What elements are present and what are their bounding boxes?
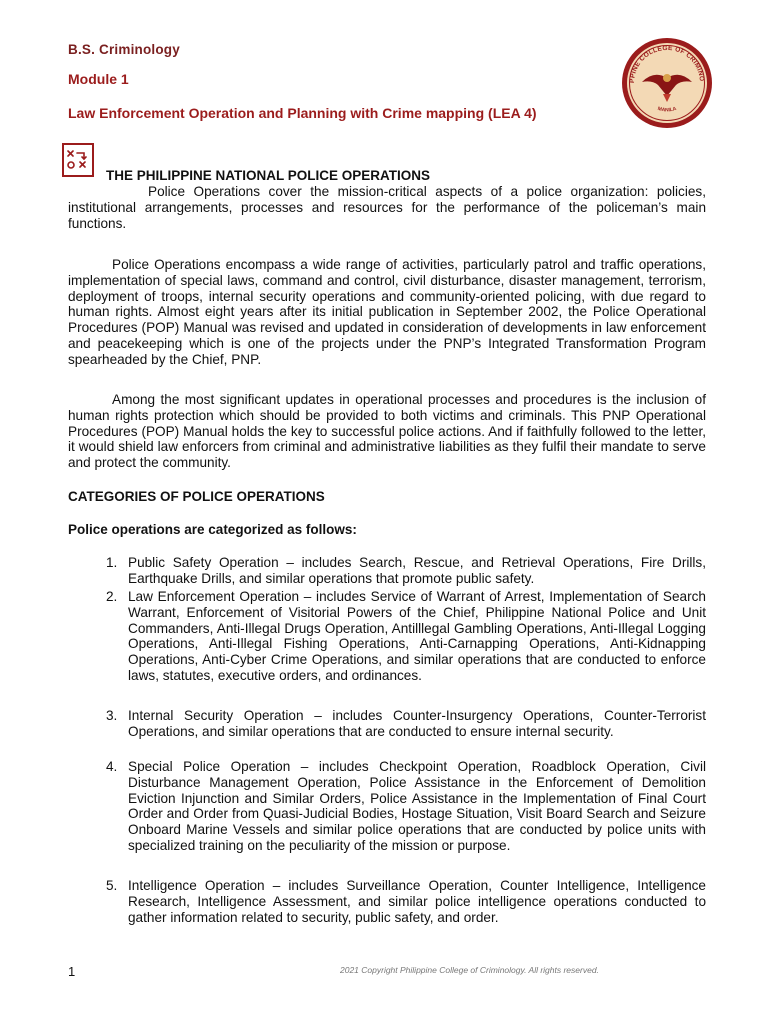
list-item xyxy=(106,878,706,925)
strategy-play-icon xyxy=(62,143,94,177)
list-text: Public Safety Operation – includes Search, Rescue, and Retrieval Operations, Fire Drills, Earthquake Drills, and similar operations that promote public safety. xyxy=(128,555,706,586)
list-text: Law Enforcement Operation – includes Service of Warrant of Arrest, Implementation of Search Warrant, Enforcement of Visitorial Powers of the Chief, Philippine National Police and Unit Commanders, Anti-Illegal Drugs Operation, Antilllegal Gambling Operations, Anti-Illegal Logging Operations, Anti-Illegal Fishing Operations, Anti-Carnapping Operations, Anti-Kidnapping Operations, Anti-Cyber Crime Operations, and similar operations that are conducted to enforce laws, statutes, executive orders, and ordinances. xyxy=(128,589,706,683)
list-number: 2. xyxy=(106,589,118,604)
body-paragraph xyxy=(68,257,706,368)
svg-text:PHILIPPINE COLLEGE OF CRIMINOL: PPINE COLLEGE OF CRIMINO xyxy=(628,44,706,84)
list-item xyxy=(106,555,706,587)
svg-text:MANILA: MANILA xyxy=(656,105,678,114)
list-number: 3. xyxy=(106,708,118,723)
page-number: 1 xyxy=(68,964,76,979)
paragraph-text: Among the most significant updates in operational processes and procedures is the inclusion of human rights protection which should be provided to both victims and criminals. This PNP Operational Procedures (POP) Manual holds the key to successful police actions. And if faithfully followed to the letter, it would shield law enforcers from criminal and administrative liabilities as they fulfil their mandate to serve and protect the community. xyxy=(68,392,706,471)
list-number: 1. xyxy=(106,555,118,570)
course-label: B.S. Criminology xyxy=(68,42,180,57)
categories-intro: Police operations are categorized as follows: xyxy=(68,522,357,537)
college-seal-logo xyxy=(620,36,714,130)
list-item xyxy=(106,589,706,684)
paragraph-text: Police Operations encompass a wide range of activities, particularly patrol and traffic operations, implementation of special laws, command and control, civil disturbance, disaster management, terrorism, deployment of troops, internal security operations and community-oriented policing, with due regard to human rights. Almost eight years after its initial publication in September 2002, the Police Operational Procedures (POP) Manual was revised and updated in consideration of developments in law enforcement and peacekeeping which is one of the projects under the PNP’s Integrated Transformation Program spearheaded by the Chief, PNP. xyxy=(68,257,706,367)
list-item xyxy=(106,708,706,740)
body-paragraph xyxy=(68,392,706,471)
section-heading: THE PHILIPPINE NATIONAL POLICE OPERATIONS xyxy=(106,168,431,183)
copyright-notice: 2021 Copyright Philippine College of Criminology. All rights reserved. xyxy=(340,965,599,975)
subject-title: Law Enforcement Operation and Planning with Crime mapping (LEA 4) xyxy=(68,105,537,121)
list-number: 4. xyxy=(106,759,118,774)
list-text: Intelligence Operation – includes Surveillance Operation, Counter Intelligence, Intelligence Research, Intelligence Assessment, and similar police intelligence operations conducted to gather information related to security, public safety, and order. xyxy=(128,878,706,925)
categories-heading: CATEGORIES OF POLICE OPERATIONS xyxy=(68,489,325,504)
module-label: Module 1 xyxy=(68,71,129,87)
paragraph-text: Police Operations cover the mission-critical aspects of a police organization: policies, institutional arrangements, processes and resources for the performance of the policeman’s main functions. xyxy=(68,184,706,231)
intro-paragraph xyxy=(68,184,706,231)
list-item xyxy=(106,759,706,854)
list-text: Special Police Operation – includes Checkpoint Operation, Roadblock Operation, Civil Disturbance Management Operation, Police Assistance in the Enforcement of Demolition Eviction Injunction and Similar Orders, Police Assistance in the Implementation of Final Court Order and Order from Quasi-Judicial Bodies, Hostage Situation, Visit Board Search and Seizure Onboard Marine Vessels and similar police operations that are conducted by police units with specialized training on the peculiarity of the mission or purpose. xyxy=(128,759,706,853)
list-text: Internal Security Operation – includes Counter-Insurgency Operations, Counter-Terrorist Operations, and similar operations that are conducted to ensure internal security. xyxy=(128,708,706,739)
list-number: 5. xyxy=(106,878,118,893)
